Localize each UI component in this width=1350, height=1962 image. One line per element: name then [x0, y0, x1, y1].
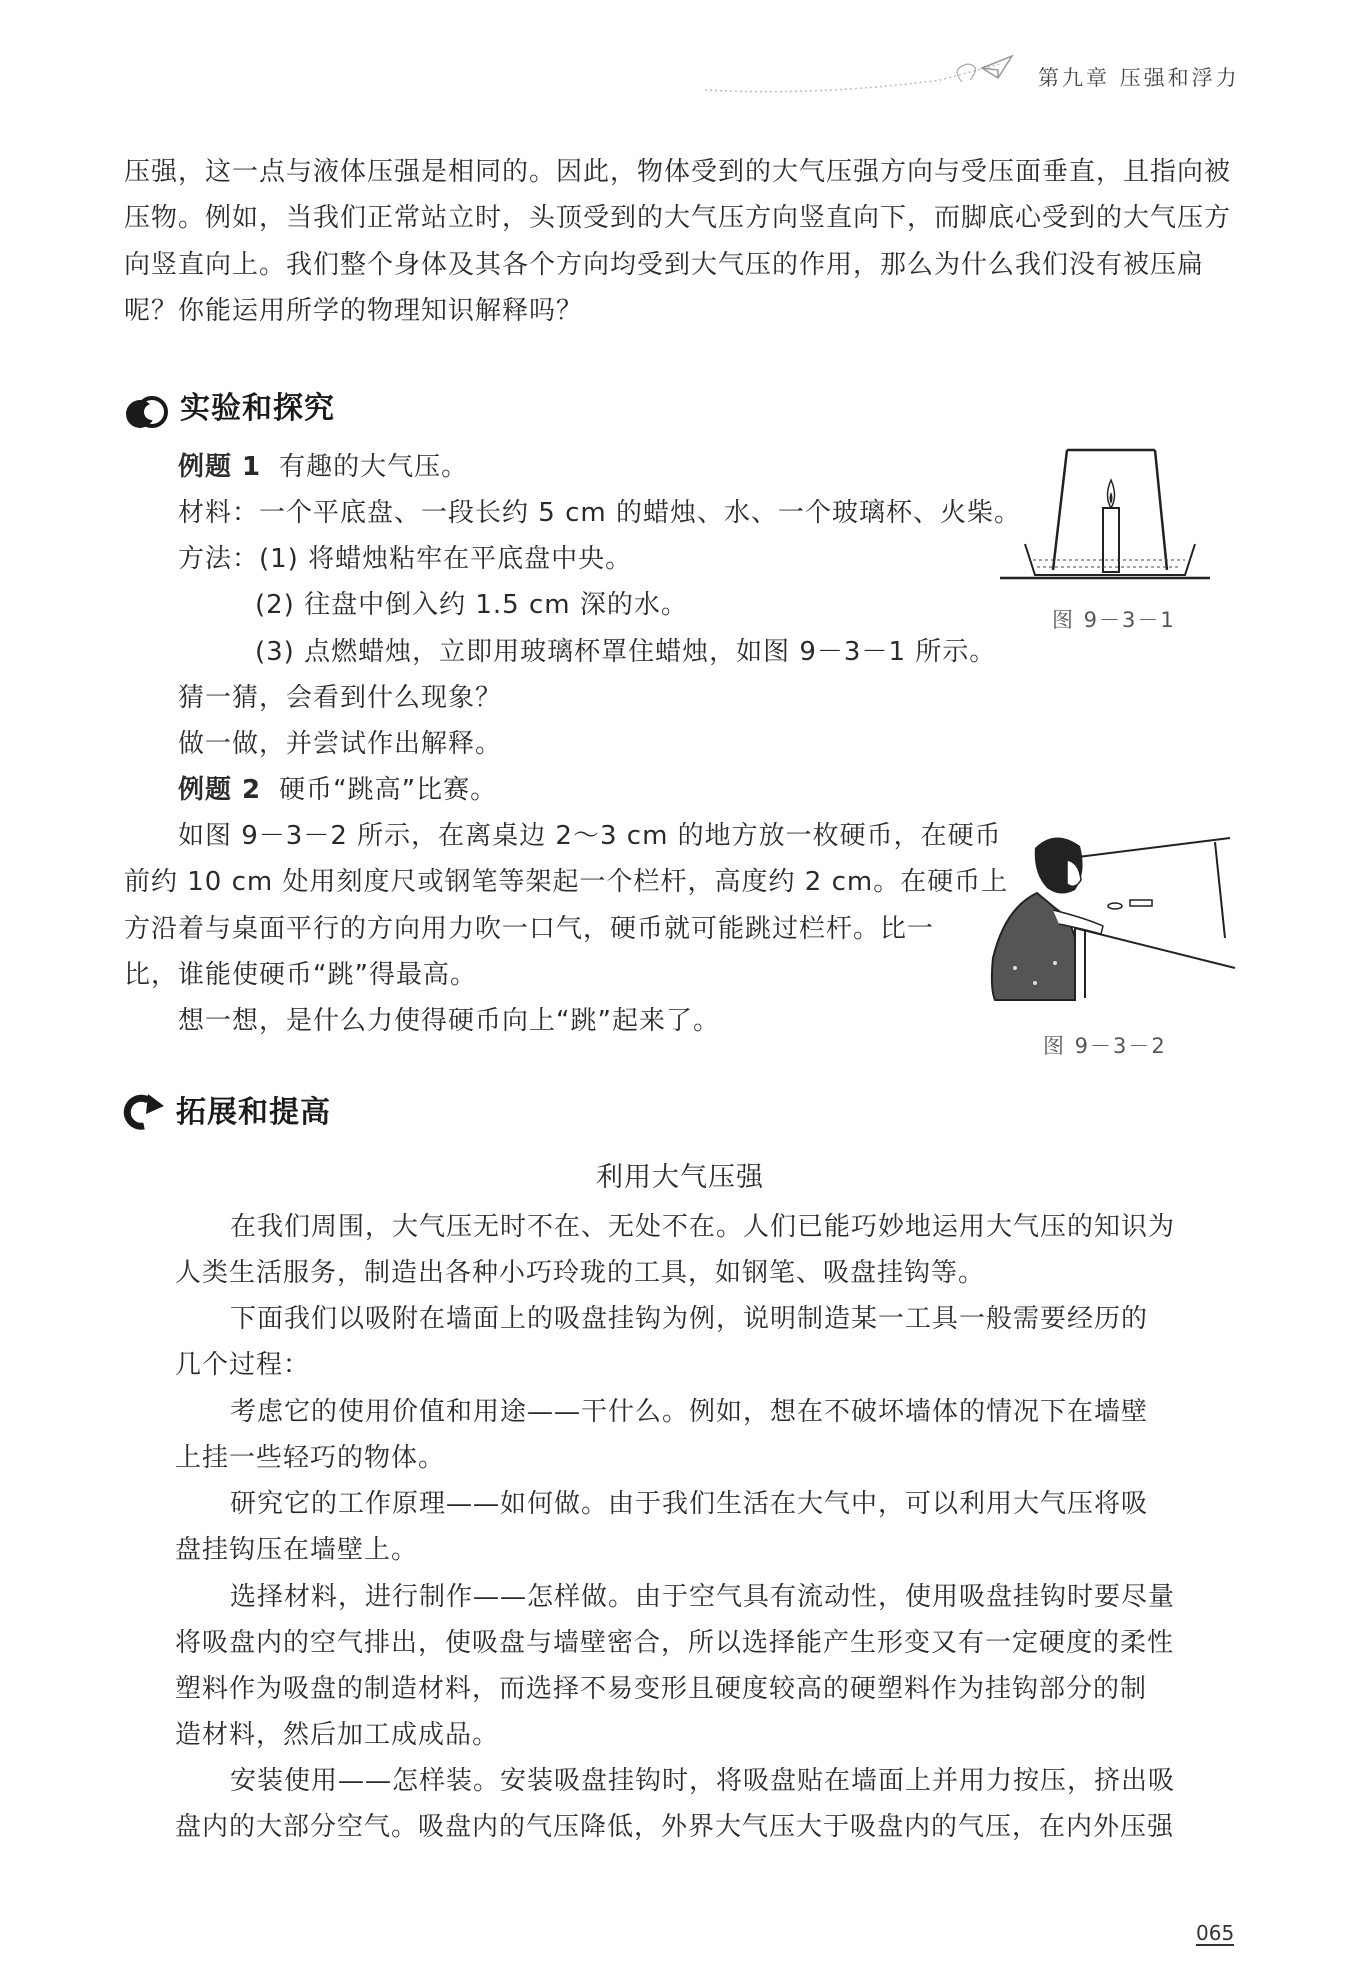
example2-line: 比，谁能使硬币“跳”得最高。	[124, 960, 477, 990]
example2-line: 如图 9－3－2 所示，在离桌边 2～3 cm 的地方放一枚硬币，在硬币	[178, 821, 1002, 851]
example2-think: 想一想，是什么力使得硬币向上“跳”起来了。	[178, 1006, 720, 1036]
figure-girl-blowing-coin	[975, 818, 1240, 1008]
example2-label: 例题 2	[178, 775, 262, 805]
chapter-header: 第九章 压强和浮力	[1038, 66, 1240, 90]
article-line: 在我们周围，大气压无时不在、无处不在。人们已能巧妙地运用大气压的知识为	[230, 1212, 1176, 1242]
article-line: 安装使用——怎样装。安装吸盘挂钩时，将吸盘贴在墙面上并用力按压，挤出吸	[230, 1766, 1176, 1796]
figure-caption-1: 图 9－3－1	[1052, 608, 1176, 632]
section-title-extension: 拓展和提高	[176, 1095, 331, 1130]
paper-plane-icon	[982, 56, 1012, 78]
article-line: 人类生活服务，制造出各种小巧玲珑的工具，如钢笔、吸盘挂钩等。	[175, 1258, 986, 1288]
article-title: 利用大气压强	[596, 1162, 764, 1193]
example2-title: 硬币“跳高”比赛。	[279, 775, 498, 805]
article-line: 几个过程：	[175, 1350, 311, 1380]
intro-line: 压强，这一点与液体压强是相同的。因此，物体受到的大气压强方向与受压面垂直，且指向被	[124, 157, 1232, 187]
extension-arrow-icon	[118, 1090, 170, 1134]
example1-guess: 猜一猜，会看到什么现象？	[178, 683, 503, 713]
page-number: 065	[1196, 1921, 1235, 1945]
figure-caption-2: 图 9－3－2	[1043, 1034, 1167, 1058]
experiment-icon	[124, 392, 170, 434]
example1-heading	[178, 452, 468, 482]
example2-line: 前约 10 cm 处用刻度尺或钢笔等架起一个栏杆，高度约 2 cm。在硬币上	[124, 867, 1009, 897]
example1-do: 做一做，并尝试作出解释。	[178, 729, 503, 759]
example1-label: 例题 1	[178, 452, 262, 482]
example1-method-1: 方法：(1) 将蜡烛粘牢在平底盘中央。	[178, 544, 633, 574]
section-title-experiment: 实验和探究	[180, 391, 335, 426]
article-line: 选择材料，进行制作——怎样做。由于空气具有流动性，使用吸盘挂钩时要尽量	[230, 1582, 1176, 1612]
article-line: 下面我们以吸附在墙面上的吸盘挂钩为例，说明制造某一工具一般需要经历的	[230, 1304, 1149, 1334]
intro-line: 向竖直向上。我们整个身体及其各个方向均受到大气压的作用，那么为什么我们没有被压扁	[124, 250, 1205, 280]
article-line: 盘内的大部分空气。吸盘内的气压降低，外界大气压大于吸盘内的气压，在内外压强	[175, 1812, 1175, 1842]
example2-heading	[178, 775, 497, 805]
example1-materials: 材料：一个平底盘、一段长约 5 cm 的蜡烛、水、一个玻璃杯、火柴。	[178, 498, 1021, 528]
figure-candle-glass	[995, 440, 1215, 590]
example2-line: 方沿着与桌面平行的方向用力吹一口气，硬币就可能跳过栏杆。比一	[124, 914, 935, 944]
article-line: 考虑它的使用价值和用途——干什么。例如，想在不破坏墙体的情况下在墙壁	[230, 1397, 1149, 1427]
article-line: 造材料，然后加工成成品。	[175, 1720, 500, 1750]
intro-line: 呢？你能运用所学的物理知识解释吗？	[124, 296, 584, 326]
example1-title: 有趣的大气压。	[279, 452, 469, 482]
article-line: 将吸盘内的空气排出，使吸盘与墙壁密合，所以选择能产生形变又有一定硬度的柔性	[175, 1628, 1175, 1658]
article-line: 上挂一些轻巧的物体。	[175, 1443, 446, 1473]
article-line: 塑料作为吸盘的制造材料，而选择不易变形且硬度较高的硬塑料作为挂钩部分的制	[175, 1674, 1148, 1704]
intro-line: 压物。例如，当我们正常站立时，头顶受到的大气压方向竖直向下，而脚底心受到的大气压方	[124, 203, 1232, 233]
header-decoration	[700, 50, 1020, 100]
article-line: 研究它的工作原理——如何做。由于我们生活在大气中，可以利用大气压将吸	[230, 1489, 1149, 1519]
article-line: 盘挂钩压在墙壁上。	[175, 1535, 419, 1565]
example1-method-2: (2) 往盘中倒入约 1.5 cm 深的水。	[255, 590, 688, 620]
example1-method-3: (3) 点燃蜡烛，立即用玻璃杯罩住蜡烛，如图 9－3－1 所示。	[255, 637, 997, 667]
